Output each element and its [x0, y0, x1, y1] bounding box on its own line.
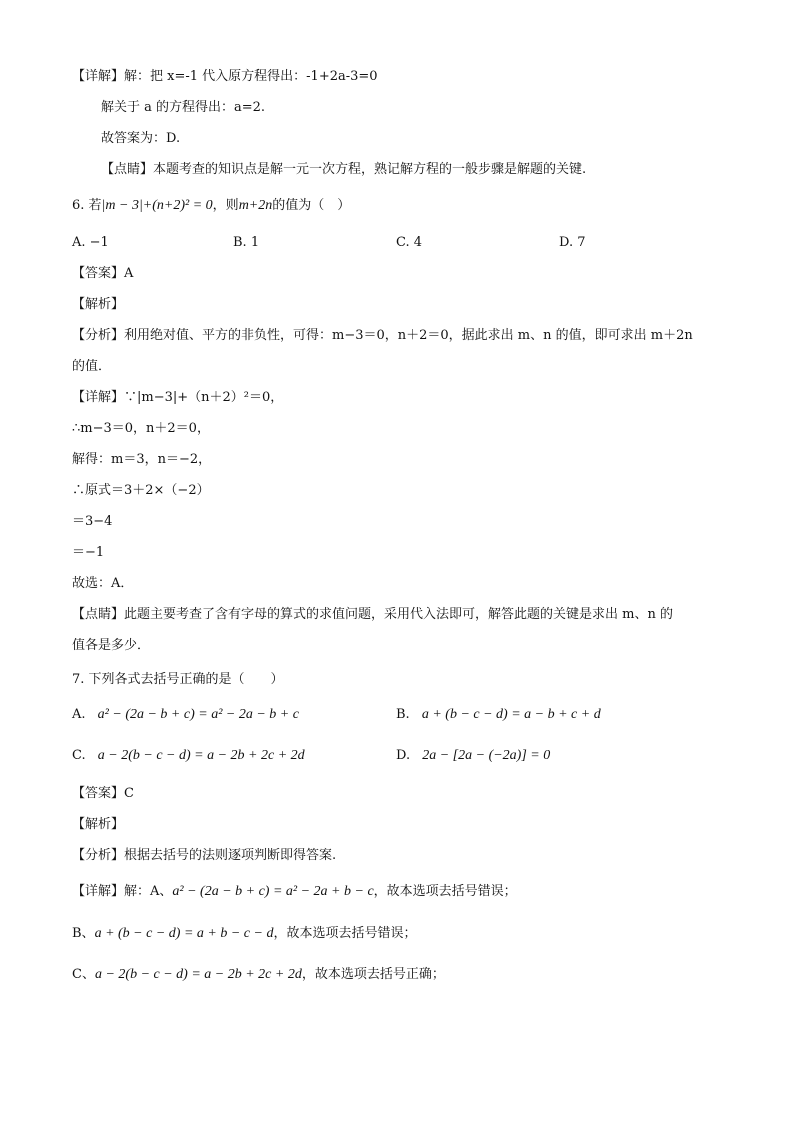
option-c-expression: a − 2(b − c − d) = a − 2b + 2c + 2d [97, 748, 305, 763]
choice-line: 故选：A． [72, 576, 134, 591]
option-d-expression: 2a − [2a − (−2a)] = 0 [422, 748, 551, 763]
comment-line: 【点睛】此题主要考查了含有字母的算式的求值问题，采用代入法即可，解答此题的关键是求出 m、n 的 [72, 607, 673, 622]
question-7-option-a [72, 706, 299, 724]
question-6-option-b: B. 1 [233, 235, 260, 250]
question-6-option-a: A. −1 [72, 235, 109, 250]
analysis-line: 【分析】根据去括号的法则逐项判断即得答案. [72, 848, 337, 863]
analysis-label: 【解析】 [72, 817, 125, 832]
comment-line: 【点睛】本题考查的知识点是解一元一次方程，熟记解方程的一般步骤是解题的关键. [101, 162, 587, 177]
detail-suffix: ，故本选项去括号错误； [273, 926, 417, 941]
detail-prefix: C、 [72, 967, 95, 982]
question-7-option-c [72, 747, 305, 765]
analysis-line: 【分析】利用绝对值、平方的非负性，可得：m−3＝0，n＋2＝0，据此求出 m、n 的值，即可求出 m＋2n [72, 328, 693, 343]
detail-prefix: B、 [72, 926, 95, 941]
option-d-label: D. [396, 748, 411, 763]
detail-suffix: ，故本选项去括号错误； [373, 884, 517, 899]
question-6-equation: |m − 3|+(n+2)² = 0 [101, 198, 213, 213]
detail-line: 解得：m＝3，n＝−2， [72, 452, 212, 467]
solution-detail-line: 【详解】解：把 x=-1 代入原方程得出：-1+2a-3=0 [72, 69, 378, 84]
question-6-prefix: 6. 若 [72, 198, 102, 213]
detail-line: ＝3−4 [72, 514, 113, 529]
question-6-stem [72, 197, 350, 215]
detail-line: ∴原式＝3＋2×（−2） [72, 483, 210, 498]
detail-expression: a + (b − c − d) = a + b − c − d [94, 926, 274, 941]
comment-line-continued: 值各是多少． [72, 638, 151, 653]
option-a-expression: a² − (2a − b + c) = a² − 2a − b + c [97, 707, 299, 722]
question-6-option-c: C. 4 [396, 235, 423, 250]
option-b-label: B. [396, 707, 410, 722]
question-7-stem: 7. 下列各式去括号正确的是（ ） [72, 672, 284, 687]
detail-option-a-line [72, 883, 517, 901]
question-6-suffix: 的值为（ ） [272, 198, 351, 213]
question-6-option-d: D. 7 [559, 235, 586, 250]
answer-label: 【答案】C [72, 786, 134, 801]
question-7-option-d [396, 747, 550, 765]
detail-prefix: 【详解】解：A、 [72, 884, 173, 899]
detail-option-b-line [72, 925, 416, 943]
detail-line: ∴m−3＝0，n＋2＝0， [72, 421, 210, 436]
detail-line: ＝−1 [72, 545, 105, 560]
question-7-option-b [396, 706, 601, 724]
detail-suffix: ，故本选项去括号正确； [301, 967, 445, 982]
option-c-label: C. [72, 748, 86, 763]
question-6-target-expression: m+2n [238, 198, 273, 213]
solution-step-line: 解关于 a 的方程得出：a=2. [101, 100, 266, 115]
detail-expression: a² − (2a − b + c) = a² − 2a + b − c [172, 884, 374, 899]
option-a-label: A. [72, 707, 86, 722]
answer-label: 【答案】A [72, 266, 134, 281]
analysis-label: 【解析】 [72, 297, 125, 312]
option-b-expression: a + (b − c − d) = a − b + c + d [421, 707, 601, 722]
detail-expression: a − 2(b − c − d) = a − 2b + 2c + 2d [94, 967, 302, 982]
question-6-mid: ，则 [212, 198, 239, 213]
analysis-line-continued: 的值． [72, 359, 112, 374]
detail-line: 【详解】∵|m−3|+（n＋2）²＝0， [72, 390, 284, 405]
answer-line: 故答案为：D. [101, 131, 181, 146]
detail-option-c-line [72, 966, 445, 984]
